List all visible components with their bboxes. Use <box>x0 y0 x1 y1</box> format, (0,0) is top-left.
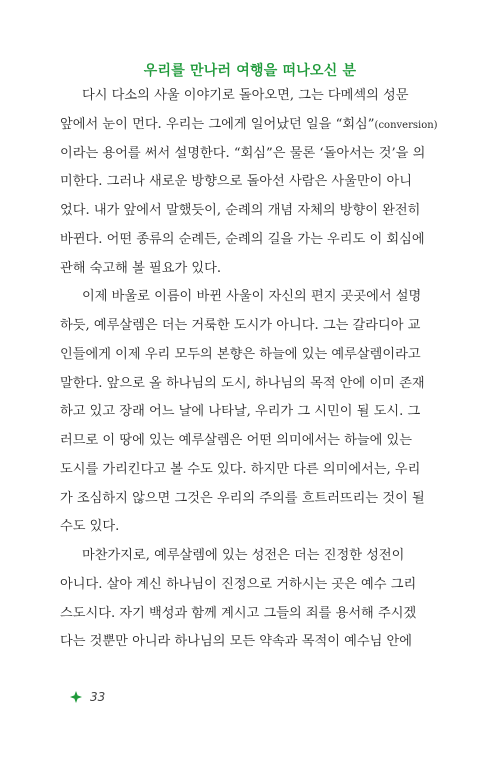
text-line: 아니다. 살아 계신 하나님이 진정으로 거하시는 곳은 예수 그리 <box>60 576 417 592</box>
text-line: 수도 있다. <box>60 519 120 535</box>
diamond-ornament-icon <box>70 691 82 703</box>
text-line: 가 조심하지 않으면 그것은 우리의 주의를 흐트러뜨리는 것이 될 <box>60 490 425 506</box>
text-line: 앞에서 눈이 먼다. 우리는 그에게 일어났던 일을 “회심”(conversion) <box>60 116 438 132</box>
text-line: 도시를 가리킨다고 볼 수도 있다. 하지만 다른 의미에서는, 우리 <box>60 461 421 477</box>
text-line: 다는 것뿐만 아니라 하나님의 모든 약속과 목적이 예수님 안에 <box>60 634 413 650</box>
text-line: 러므로 이 땅에 있는 예루살렘은 어떤 의미에서는 하늘에 있는 <box>60 433 413 448</box>
text-line: 하듯, 예루살렘은 더는 거룩한 도시가 아니다. 그는 갈라디아 교 <box>60 318 421 333</box>
page-footer <box>70 690 105 704</box>
text-line: 스도시다. 자기 백성과 함께 계시고 그들의 죄를 용서해 주시겠 <box>60 605 417 621</box>
page-number: 33 <box>90 690 106 704</box>
text-line: 다시 다소의 사울 이야기로 돌아오면, 그는 다메섹의 성문 <box>82 88 409 103</box>
section-title: 우리를 만나러 여행을 떠나오신 분 <box>143 63 357 79</box>
text-line: 바뀐다. 어떤 종류의 순례든, 순례의 길을 가는 우리도 이 회심에 <box>60 231 425 247</box>
text-line: 하고 있고 장래 어느 날에 나타날, 우리가 그 시민이 될 도시. 그 <box>60 404 421 420</box>
text-line: 마찬가지로, 예루살렘에 있는 성전은 더는 진정한 성전이 <box>82 548 405 563</box>
annotation-text: (conversion) <box>374 119 438 131</box>
text-line: 미한다. 그러나 새로운 방향으로 돌아선 사람은 사울만이 아니 <box>60 174 413 190</box>
text-line: 었다. 내가 앞에서 말했듯이, 순례의 개념 자체의 방향이 완전히 <box>60 203 421 218</box>
text-line: 인들에게 이제 우리 모두의 본향은 하늘에 있는 예루살렘이라고 <box>60 346 421 362</box>
text-line: 이라는 용어를 써서 설명한다. “회심”은 물론 ‘돌아서는 것’을 의 <box>60 145 426 161</box>
body-text <box>60 82 446 657</box>
text-line: 말한다. 앞으로 올 하나님의 도시, 하나님의 목적 안에 이미 존재 <box>60 375 425 391</box>
text-line: 관해 숙고해 볼 필요가 있다. <box>60 260 222 276</box>
text-line: 이제 바울로 이름이 바뀐 사울이 자신의 편지 곳곳에서 설명 <box>82 289 422 305</box>
